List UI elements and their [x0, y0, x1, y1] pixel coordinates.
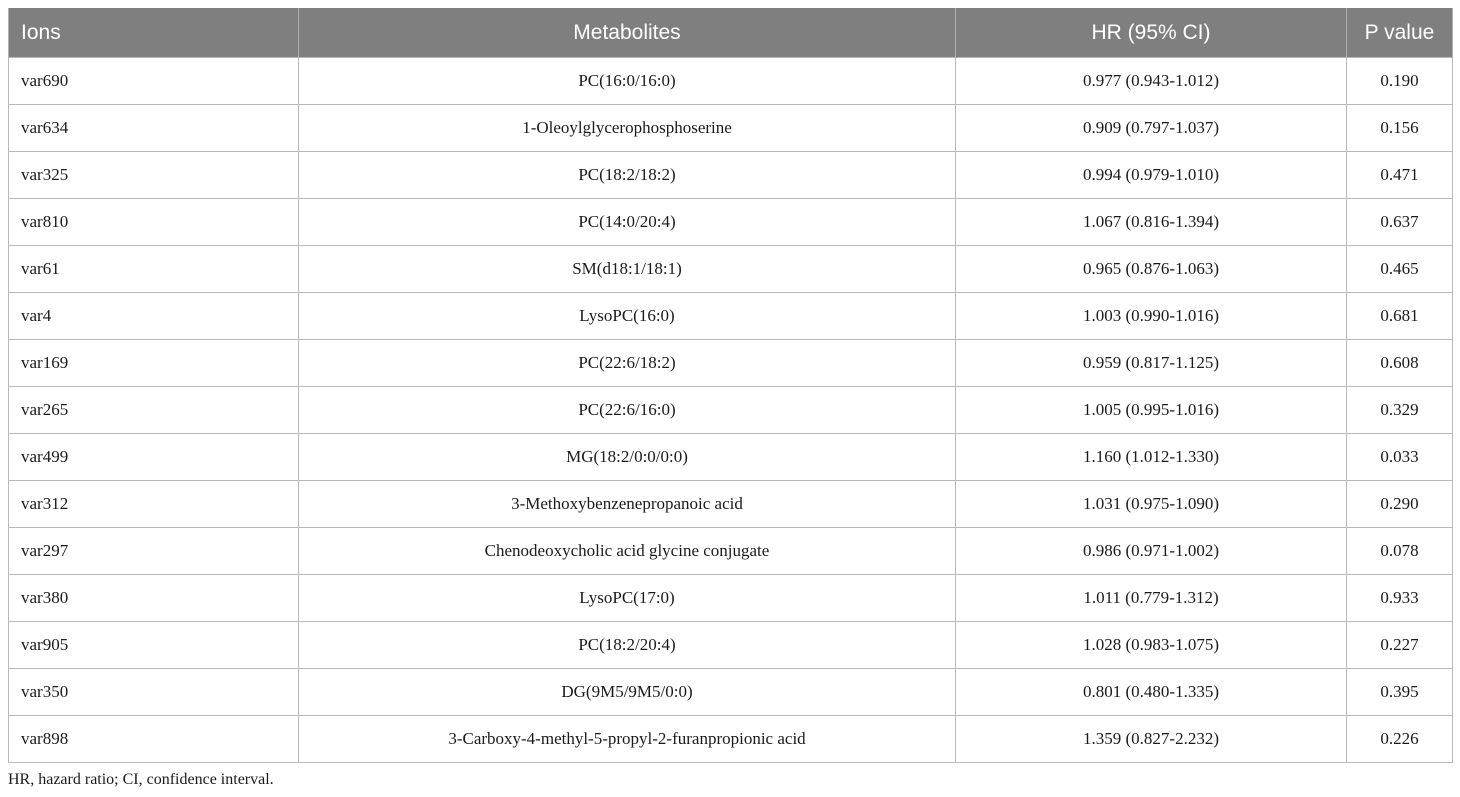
table-header-row [9, 8, 1453, 58]
table-row [9, 716, 1453, 763]
table-row [9, 575, 1453, 622]
table-row [9, 340, 1453, 387]
header-p-value: P value [1347, 8, 1453, 58]
cell-p-value: 0.190 [1347, 58, 1453, 105]
cell-p-value: 0.033 [1347, 434, 1453, 481]
cell-p-value: 0.471 [1347, 152, 1453, 199]
table-row [9, 293, 1453, 340]
cell-ion: var898 [9, 716, 299, 763]
cell-metabolite: LysoPC(16:0) [299, 293, 956, 340]
table-row [9, 246, 1453, 293]
cell-ion: var169 [9, 340, 299, 387]
table-row [9, 669, 1453, 716]
cell-p-value: 0.226 [1347, 716, 1453, 763]
table-row [9, 481, 1453, 528]
cell-metabolite: PC(16:0/16:0) [299, 58, 956, 105]
cell-ion: var380 [9, 575, 299, 622]
table-row [9, 387, 1453, 434]
cell-hr: 0.977 (0.943-1.012) [956, 58, 1347, 105]
cell-ion: var499 [9, 434, 299, 481]
cell-metabolite: LysoPC(17:0) [299, 575, 956, 622]
cell-hr: 0.801 (0.480-1.335) [956, 669, 1347, 716]
cell-metabolite: SM(d18:1/18:1) [299, 246, 956, 293]
cell-metabolite: PC(22:6/18:2) [299, 340, 956, 387]
cell-metabolite: PC(22:6/16:0) [299, 387, 956, 434]
table-row [9, 434, 1453, 481]
cell-p-value: 0.329 [1347, 387, 1453, 434]
cell-hr: 0.994 (0.979-1.010) [956, 152, 1347, 199]
header-hr: HR (95% CI) [956, 8, 1347, 58]
table-row [9, 622, 1453, 669]
cell-p-value: 0.395 [1347, 669, 1453, 716]
cell-p-value: 0.608 [1347, 340, 1453, 387]
cell-hr: 1.359 (0.827-2.232) [956, 716, 1347, 763]
cell-hr: 1.160 (1.012-1.330) [956, 434, 1347, 481]
cell-metabolite: MG(18:2/0:0/0:0) [299, 434, 956, 481]
cell-metabolite: PC(18:2/20:4) [299, 622, 956, 669]
table-row [9, 528, 1453, 575]
cell-metabolite: PC(18:2/18:2) [299, 152, 956, 199]
cell-ion: var325 [9, 152, 299, 199]
cell-metabolite: 1-Oleoylglycerophosphoserine [299, 105, 956, 152]
cell-hr: 0.909 (0.797-1.037) [956, 105, 1347, 152]
cell-ion: var905 [9, 622, 299, 669]
cell-ion: var690 [9, 58, 299, 105]
table-row [9, 199, 1453, 246]
cell-hr: 0.986 (0.971-1.002) [956, 528, 1347, 575]
cell-ion: var265 [9, 387, 299, 434]
cell-ion: var4 [9, 293, 299, 340]
cell-metabolite: PC(14:0/20:4) [299, 199, 956, 246]
cell-ion: var634 [9, 105, 299, 152]
header-ions: Ions [9, 8, 299, 58]
table-row [9, 105, 1453, 152]
cell-metabolite: Chenodeoxycholic acid glycine conjugate [299, 528, 956, 575]
cell-hr: 1.011 (0.779-1.312) [956, 575, 1347, 622]
cell-hr: 1.067 (0.816-1.394) [956, 199, 1347, 246]
cell-hr: 0.965 (0.876-1.063) [956, 246, 1347, 293]
results-table [8, 8, 1453, 763]
table-row [9, 58, 1453, 105]
cell-p-value: 0.227 [1347, 622, 1453, 669]
cell-hr: 1.028 (0.983-1.075) [956, 622, 1347, 669]
cell-ion: var312 [9, 481, 299, 528]
cell-hr: 1.031 (0.975-1.090) [956, 481, 1347, 528]
cell-p-value: 0.933 [1347, 575, 1453, 622]
cell-p-value: 0.290 [1347, 481, 1453, 528]
cell-ion: var810 [9, 199, 299, 246]
cell-p-value: 0.465 [1347, 246, 1453, 293]
table-row [9, 152, 1453, 199]
cell-ion: var350 [9, 669, 299, 716]
cell-ion: var61 [9, 246, 299, 293]
cell-metabolite: DG(9M5/9M5/0:0) [299, 669, 956, 716]
cell-ion: var297 [9, 528, 299, 575]
cell-p-value: 0.637 [1347, 199, 1453, 246]
results-table-container [8, 8, 1452, 763]
cell-hr: 1.003 (0.990-1.016) [956, 293, 1347, 340]
header-metabolites: Metabolites [299, 8, 956, 58]
cell-p-value: 0.156 [1347, 105, 1453, 152]
cell-hr: 1.005 (0.995-1.016) [956, 387, 1347, 434]
table-footnote: HR, hazard ratio; CI, confidence interval. [8, 771, 274, 788]
cell-hr: 0.959 (0.817-1.125) [956, 340, 1347, 387]
cell-p-value: 0.078 [1347, 528, 1453, 575]
cell-p-value: 0.681 [1347, 293, 1453, 340]
cell-metabolite: 3-Methoxybenzenepropanoic acid [299, 481, 956, 528]
cell-metabolite: 3-Carboxy-4-methyl-5-propyl-2-furanpropionic acid [299, 716, 956, 763]
